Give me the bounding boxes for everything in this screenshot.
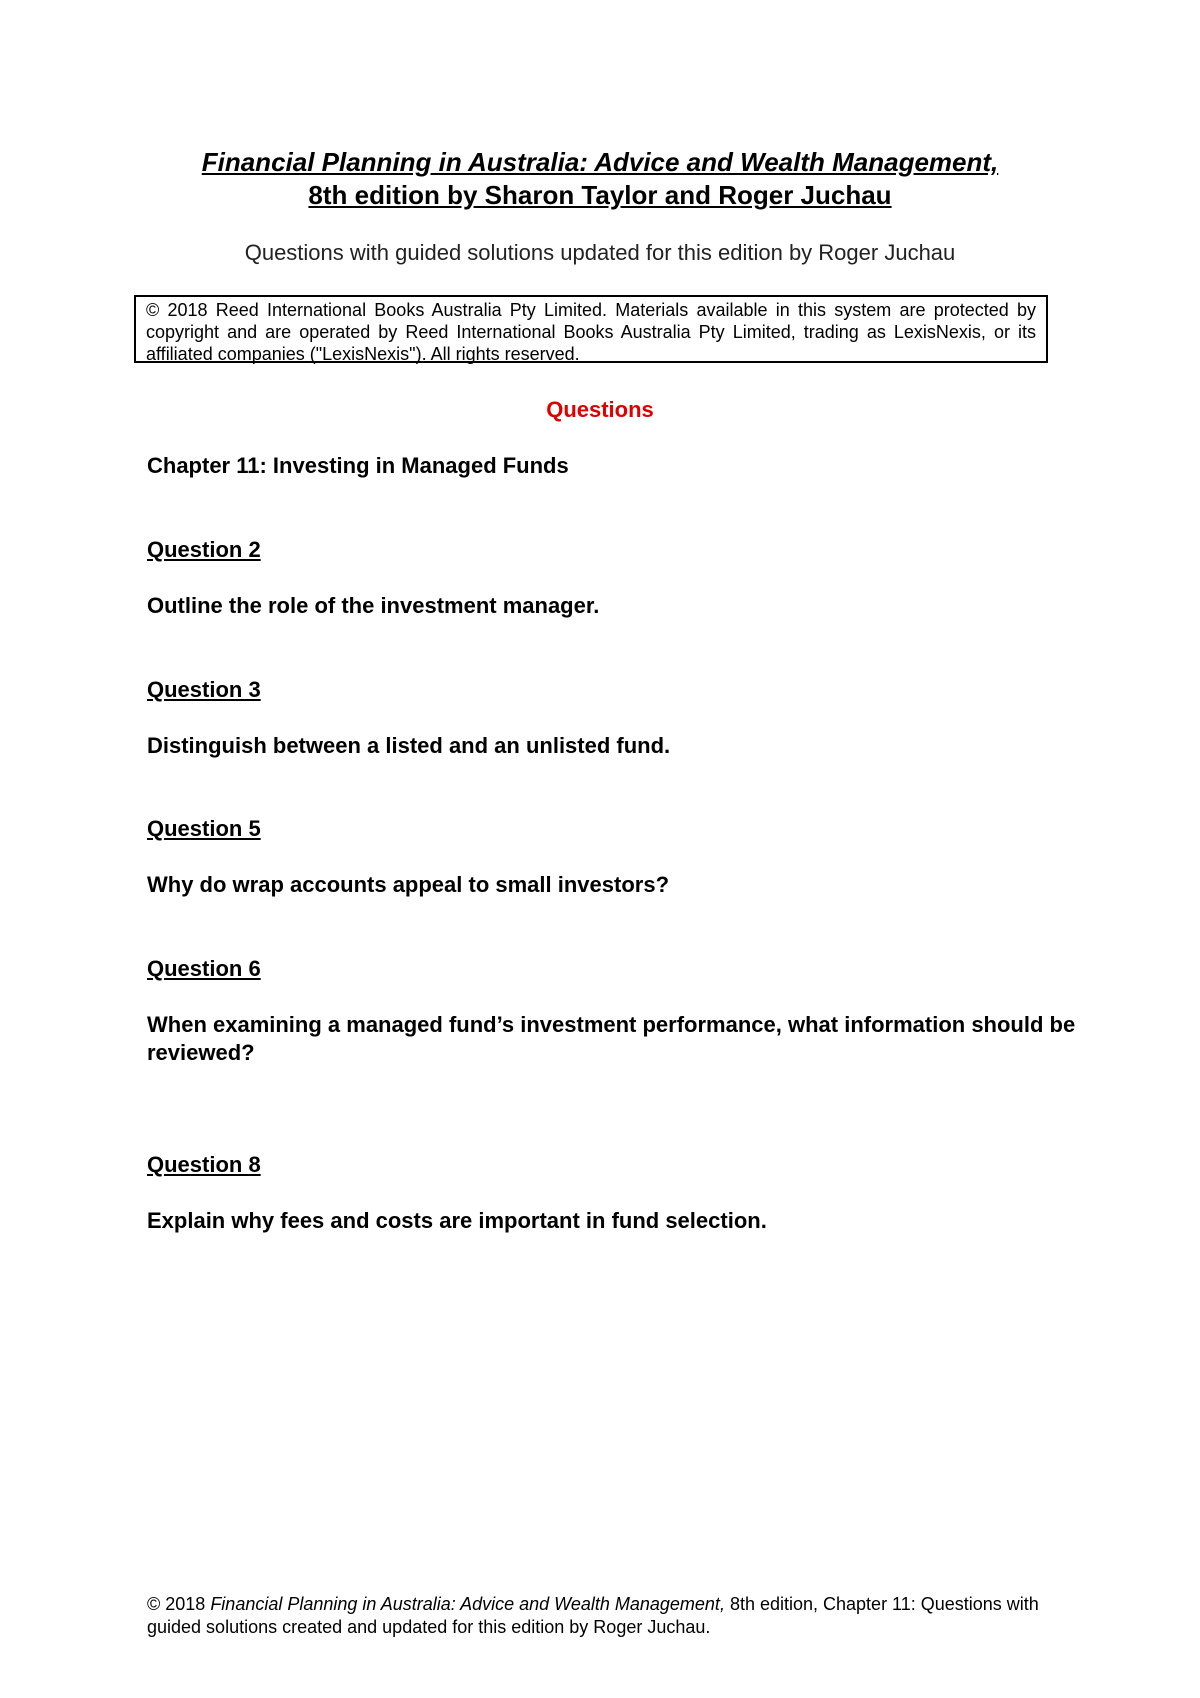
question-text: When examining a managed fund’s investment performance, what information should be reviewed?	[147, 1012, 1076, 1065]
footer-book-title: Financial Planning in Australia: Advice and Wealth Management,	[210, 1594, 725, 1614]
question-text: Distinguish between a listed and an unlisted fund.	[147, 733, 671, 758]
footer-suffix: 8th edition, Chapter 11: Questions with guided solutions created and updated for this edition by Roger Juchau.	[147, 1594, 1039, 1637]
document-title	[120, 146, 1080, 212]
question-label: Question 2	[147, 537, 261, 562]
question-text: Explain why fees and costs are important in fund selection.	[147, 1208, 767, 1233]
title-line-1: Financial Planning in Australia: Advice and Wealth Management,	[201, 147, 999, 177]
page-footer	[147, 1593, 1077, 1639]
question-label: Question 6	[147, 956, 261, 981]
copyright-notice-box: © 2018 Reed International Books Australia Pty Limited. Materials available in this system are protected by copyright and are operated by Reed International Books Australia Pty Limited, trading as LexisNexis, or its affiliated companies ("LexisNexis"). All rights reserved.	[134, 295, 1048, 363]
question-label: Question 8	[147, 1152, 261, 1177]
chapter-title: Chapter 11: Investing in Managed Funds	[147, 453, 569, 478]
question-label: Question 5	[147, 816, 261, 841]
document-subtitle: Questions with guided solutions updated for this edition by Roger Juchau	[244, 240, 956, 265]
questions-heading: Questions	[546, 397, 654, 422]
title-line-2: 8th edition by Sharon Taylor and Roger Juchau	[308, 180, 892, 210]
question-text: Outline the role of the investment manager.	[147, 593, 600, 618]
question-label: Question 3	[147, 677, 261, 702]
footer-prefix: © 2018	[147, 1594, 211, 1614]
question-text: Why do wrap accounts appeal to small investors?	[147, 872, 670, 897]
